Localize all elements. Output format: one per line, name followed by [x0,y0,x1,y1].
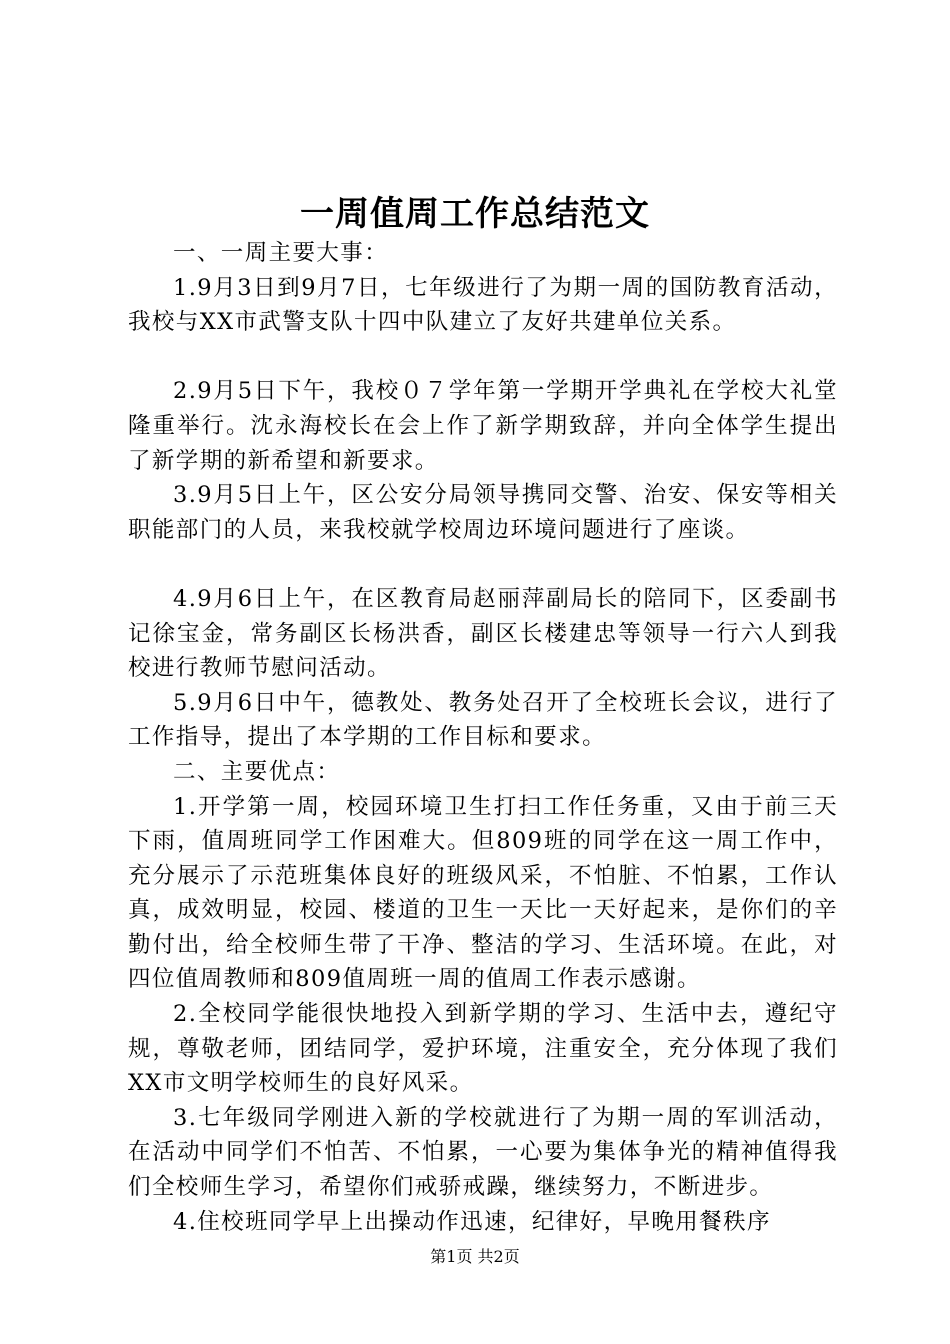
paragraph-event-5: 5.9月6日中午，德教处、教务处召开了全校班长会议，进行了工作指导，提出了本学期的工作目标和要求。 [128,689,838,751]
paragraph-event-1: 1.9月3日到9月7日，七年级进行了为期一周的国防教育活动，我校与XX市武警支队十四中队建立了友好共建单位关系。 [128,274,838,336]
paragraph-strength-1: 1.开学第一周，校园环境卫生打扫工作任务重，又由于前三天下雨，值周班同学工作困难大。但809班的同学在这一周工作中，充分展示了示范班集体良好的班级风采，不怕脏、不怕累，工作认真，成效明显，校园、楼道的卫生一天比一天好起来，是你们的辛勤付出，给全校师生带了干净、整洁的学习、生活环境。在此，对四位值周教师和809值周班一周的值周工作表示感谢。 [128,793,838,993]
document-title: 一周值周工作总结范文 [300,194,650,234]
paragraph-strength-2: 2.全校同学能很快地投入到新学期的学习、生活中去，遵纪守规，尊敬老师，团结同学，爱护环境，注重安全，充分体现了我们XX市文明学校师生的良好风采。 [128,1001,838,1097]
paragraph-event-3: 3.9月5日上午，区公安分局领导携同交警、治安、保安等相关职能部门的人员，来我校就学校周边环境问题进行了座谈。 [128,482,838,543]
document-body [128,236,838,1239]
paragraph-event-4: 4.9月6日上午，在区教育局赵丽萍副局长的陪同下，区委副书记徐宝金，常务副区长杨洪香，副区长楼建忠等领导一行六人到我校进行教师节慰问活动。 [128,585,838,682]
page-number-footer: 第1页 共2页 [430,1247,520,1266]
paragraph-event-2: 2.9月5日下午，我校０７学年第一学期开学典礼在学校大礼堂隆重举行。沈永海校长在会上作了新学期致辞，并向全体学生提出了新学期的新希望和新要求。 [128,378,838,474]
paragraph-strength-3: 3.七年级同学刚进入新的学校就进行了为期一周的军训活动，在活动中同学们不怕苦、不怕累，一心要为集体争光的精神值得我们全校师生学习，希望你们戒骄戒躁，继续努力，不断进步。 [128,1104,838,1201]
section-heading-events: 一、一周主要大事： [173,240,389,266]
paragraph-strength-4: 4.住校班同学早上出操动作迅速，纪律好，早晚用餐秩序 [173,1208,771,1235]
section-heading-strengths: 二、主要优点： [173,758,341,785]
